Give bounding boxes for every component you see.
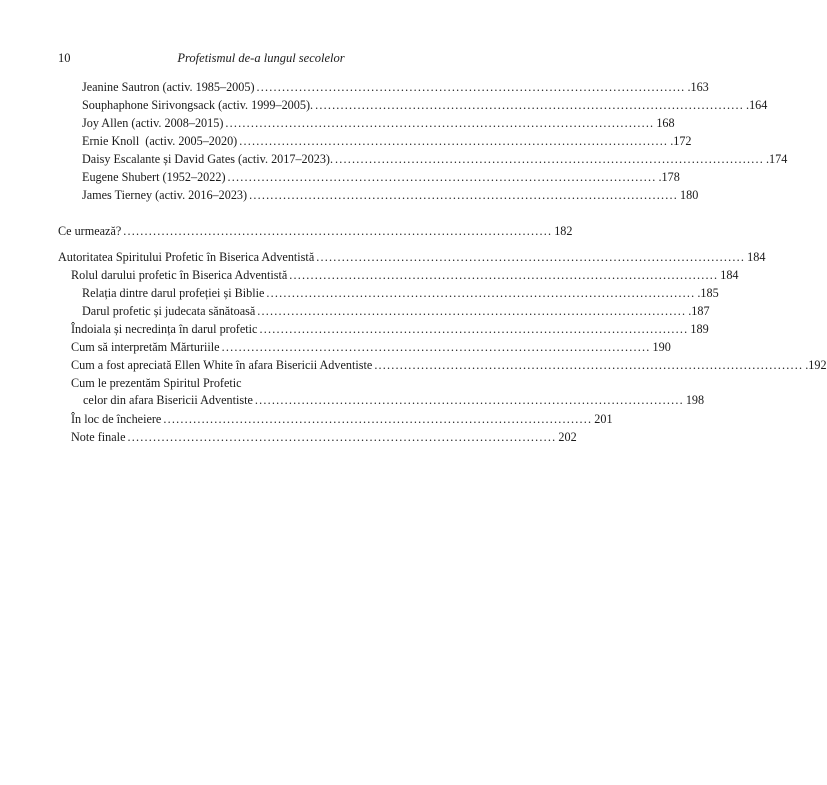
toc-entry-page: .178: [658, 170, 680, 184]
toc-entry-title: Joy Allen (activ. 2008–2015): [82, 116, 224, 130]
toc-entry-title: Daisy Escalante și David Gates (activ. 2017–2023).: [82, 152, 334, 166]
dot-leader: .....................................................................................................: [123, 224, 553, 238]
toc-entry[interactable]: [71, 411, 613, 428]
dot-leader: .....................................................................................................: [254, 393, 684, 407]
toc-entry-page: 190: [652, 340, 671, 354]
toc-entry-page: 168: [656, 116, 675, 130]
toc-entry-title: Souphaphone Sirivongsack (activ. 1999–2005).: [82, 98, 314, 112]
toc-entry-page: 180: [680, 188, 699, 202]
toc-entry-page: 184: [720, 268, 739, 282]
toc-entry-title: Autoritatea Spiritului Profetic în Biserica Adventistă: [58, 250, 315, 264]
toc-entry-title: Jeanine Sautron (activ. 1985–2005): [82, 80, 255, 94]
toc-entry-page: .164: [746, 98, 768, 112]
dot-leader: .....................................................................................................: [163, 412, 593, 426]
dot-leader: .....................................................................................................: [249, 188, 679, 202]
toc-entry[interactable]: [82, 97, 768, 114]
toc-entry-page: .187: [688, 304, 710, 318]
toc-entry-page: .174: [765, 152, 788, 166]
dot-leader: .....................................................................................................: [127, 430, 557, 444]
toc-entry[interactable]: [71, 429, 577, 446]
toc-entry-title: Cum a fost apreciată Ellen White în afara Bisericii Adventiste: [71, 358, 373, 372]
toc-entry[interactable]: [82, 115, 675, 132]
toc-entry-title: James Tierney (activ. 2016–2023): [82, 188, 248, 202]
dot-leader: .....................................................................................................: [289, 268, 719, 282]
toc-entry-title: Ce urmează?: [58, 224, 122, 238]
toc-entry[interactable]: [82, 187, 699, 204]
toc-entry-title: Rolul darului profetic în Biserica Adventistă: [71, 268, 288, 282]
dot-leader: .....................................................................................................: [227, 170, 657, 184]
toc-entry-multiline[interactable]: [71, 375, 705, 409]
dot-leader: .....................................................................................................: [257, 304, 687, 318]
toc-entry-page: .163: [687, 80, 709, 94]
toc-entry[interactable]: [82, 169, 680, 186]
toc-entry-title: În loc de încheiere: [71, 412, 162, 426]
toc-entry-title: Ernie Knoll (activ. 2005–2020): [82, 134, 238, 148]
toc-entry-title: Cum le prezentăm Spiritul Profetic: [71, 376, 242, 390]
toc-entry-title: Note finale: [71, 430, 126, 444]
dot-leader: .....................................................................................................: [315, 98, 745, 112]
dot-leader: .....................................................................................................: [335, 152, 764, 166]
toc-entry-page: .185: [697, 286, 719, 300]
dot-leader: .....................................................................................................: [266, 286, 696, 300]
toc-entry-title: Îndoiala și necredința în darul profetic: [71, 322, 258, 336]
dot-leader: .....................................................................................................: [374, 358, 804, 372]
toc-entry[interactable]: [58, 223, 573, 240]
toc-entry-page: 202: [558, 430, 577, 444]
toc-entry-page: 184: [747, 250, 766, 264]
page-number: 10: [58, 51, 71, 65]
toc-entry-page: .172: [670, 134, 692, 148]
toc-entry-title: Darul profetic și judecata sănătoasă: [82, 304, 256, 318]
toc-entry-title: Relația dintre darul profeției și Biblie: [82, 286, 265, 300]
toc-entry-title-continued: celor din afara Bisericii Adventiste: [83, 393, 253, 407]
dot-leader: .....................................................................................................: [316, 250, 746, 264]
toc-entry-page: 198: [685, 393, 705, 407]
page-header: [58, 51, 464, 67]
toc-entry[interactable]: [71, 357, 827, 374]
toc-entry[interactable]: [82, 133, 692, 150]
toc-entry-page: 189: [690, 322, 709, 336]
dot-leader: .....................................................................................................: [259, 322, 689, 336]
toc-entry[interactable]: [82, 79, 709, 96]
dot-leader: .....................................................................................................: [256, 80, 686, 94]
toc-entry[interactable]: [82, 285, 719, 302]
toc-entry[interactable]: [71, 339, 671, 356]
dot-leader: .....................................................................................................: [225, 116, 655, 130]
toc-entry[interactable]: [71, 267, 739, 284]
toc-entry[interactable]: [71, 321, 709, 338]
running-title: Profetismul de-a lungul secolelor: [177, 51, 345, 65]
toc-entry-page: .192: [805, 358, 827, 372]
toc-entry-page: 182: [554, 224, 573, 238]
toc-entry-title: Eugene Shubert (1952–2022): [82, 170, 226, 184]
toc-entry[interactable]: [82, 303, 710, 320]
dot-leader: .....................................................................................................: [221, 340, 651, 354]
dot-leader: .....................................................................................................: [239, 134, 669, 148]
toc-entry-title: Cum să interpretăm Mărturiile: [71, 340, 220, 354]
toc-entry[interactable]: [58, 249, 766, 266]
toc-entry[interactable]: [82, 151, 788, 168]
toc-entry-page: 201: [594, 412, 613, 426]
